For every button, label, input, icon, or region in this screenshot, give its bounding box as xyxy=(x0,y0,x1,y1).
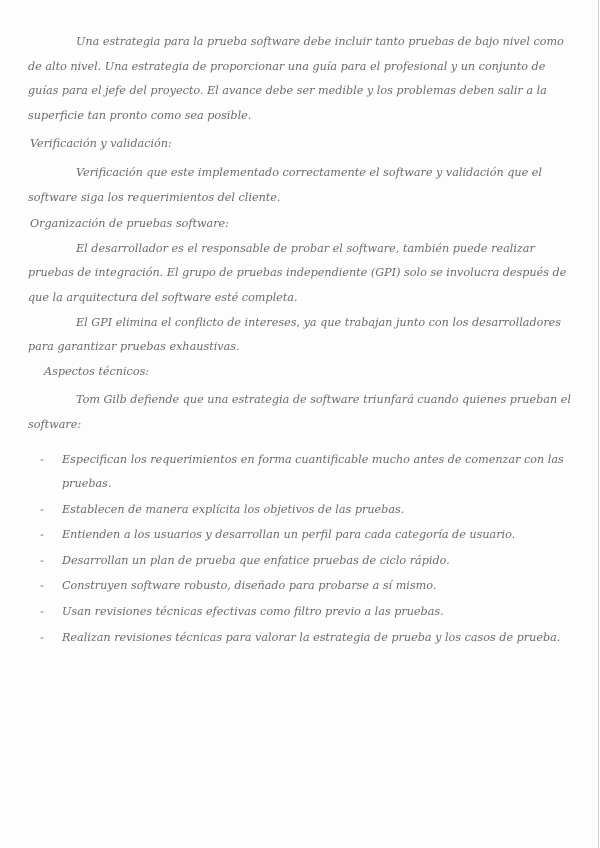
list-item-text: Construyen software robusto, diseñado para probarse a sí mismo. xyxy=(62,579,437,593)
list-item xyxy=(28,498,574,523)
list-item-text: Realizan revisiones técnicas para valorar la estrategia de prueba y los casos de prueba. xyxy=(62,630,561,644)
heading-verificacion: Verificación y validación: xyxy=(30,137,172,151)
list-item-text: Entienden a los usuarios y desarrollan un perfil para cada categoría de usuario. xyxy=(62,528,516,542)
paragraph-verificacion: Verificación que este implementado correctamente el software y validación que el software siga los requerimientos del cliente. xyxy=(28,165,542,204)
list-item xyxy=(28,600,574,625)
paragraph-gilb: Tom Gilb defiende que una estrategia de software triunfará cuando quienes prueban el software: xyxy=(28,393,571,431)
list-item xyxy=(28,574,574,599)
dash-bullet: - xyxy=(40,579,44,593)
dash-bullet: - xyxy=(40,502,44,516)
dash-bullet: - xyxy=(40,528,44,542)
paragraph-desarrollador: El desarrollador es el responsable de probar el software, también puede realizar pruebas de integración. El grupo de pruebas independiente (GPI) solo se involucra después de que la arquitectura del software esté completa. xyxy=(28,241,567,304)
list-item-text: Usan revisiones técnicas efectivas como filtro previo a las pruebas. xyxy=(62,605,444,619)
list-item-text: Desarrollan un plan de prueba que enfatice pruebas de ciclo rápido. xyxy=(62,553,450,567)
page-edge-line xyxy=(598,0,599,848)
gilb-list xyxy=(28,448,574,651)
dash-bullet: - xyxy=(40,630,44,644)
list-item-text: Especifican los requerimientos en forma cuantificable mucho antes de comenzar con las pruebas. xyxy=(62,452,564,491)
dash-bullet: - xyxy=(40,553,44,567)
list-item xyxy=(28,448,574,497)
paragraph-gpi: El GPI elimina el conflicto de intereses, ya que trabajan junto con los desarrolladores para garantizar pruebas exhaustivas. xyxy=(28,315,562,354)
dash-bullet: - xyxy=(40,605,44,619)
notes-body xyxy=(28,30,574,651)
list-item xyxy=(28,626,574,651)
heading-aspectos: Aspectos técnicos: xyxy=(44,364,150,378)
heading-organizacion: Organización de pruebas software: xyxy=(30,217,229,231)
intro-paragraph: Una estrategia para la prueba software debe incluir tanto pruebas de bajo nivel como de alto nivel. Una estrategia de proporcionar una guía para el profesional y un conjunto de guías para el jefe del proyecto. El avance debe ser medible y los problemas deben salir a la superficie tan pronto como sea posible. xyxy=(28,35,564,122)
list-item xyxy=(28,523,574,548)
list-item-text: Establecen de manera explícita los objetivos de las pruebas. xyxy=(62,502,405,516)
list-item xyxy=(28,549,574,574)
dash-bullet: - xyxy=(40,452,44,466)
